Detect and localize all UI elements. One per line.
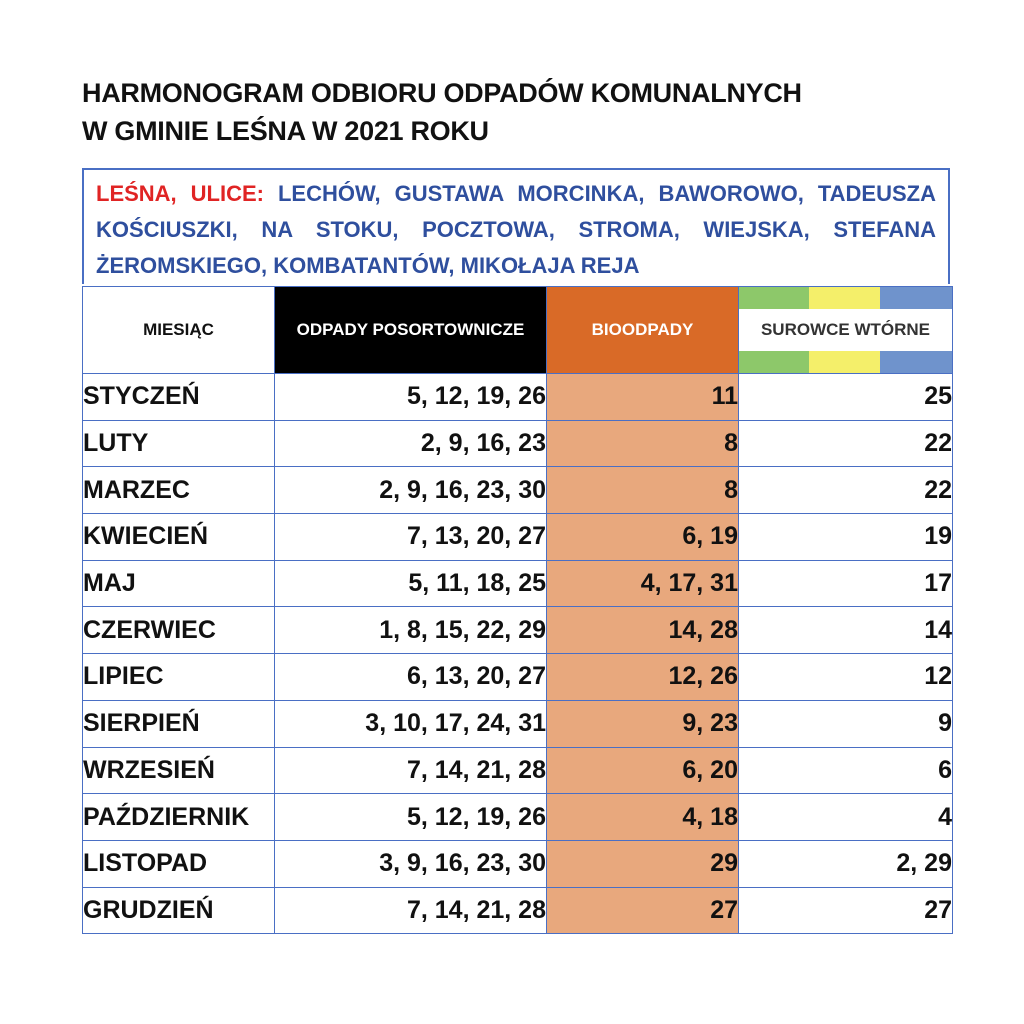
header-post bbox=[275, 287, 547, 374]
sur-cell: 14 bbox=[739, 607, 953, 654]
sur-cell: 4 bbox=[739, 794, 953, 841]
post-cell: 6, 13, 20, 27 bbox=[275, 654, 547, 701]
table-row bbox=[83, 794, 953, 841]
sur-cell: 9 bbox=[739, 700, 953, 747]
post-cell: 7, 13, 20, 27 bbox=[275, 514, 547, 561]
table-row bbox=[83, 747, 953, 794]
bio-cell: 6, 20 bbox=[547, 747, 739, 794]
month-cell: MARZEC bbox=[83, 467, 275, 514]
sur-cell: 22 bbox=[739, 467, 953, 514]
bio-cell: 4, 17, 31 bbox=[547, 560, 739, 607]
bio-cell: 14, 28 bbox=[547, 607, 739, 654]
sur-cell: 27 bbox=[739, 887, 953, 934]
table-row bbox=[83, 840, 953, 887]
post-cell: 3, 9, 16, 23, 30 bbox=[275, 840, 547, 887]
month-cell: LISTOPAD bbox=[83, 840, 275, 887]
bio-cell: 29 bbox=[547, 840, 739, 887]
streets-list: LECHÓW, GUSTAWA MORCINKA, BAWOROWO, TADEUSZA KOŚCIUSZKI, NA STOKU, POCZTOWA, STROMA, WIEJSKA, STEFANA ŻEROMSKIEGO, KOMBATANTÓW, MIKOŁAJA REJA bbox=[96, 181, 936, 278]
post-cell: 5, 11, 18, 25 bbox=[275, 560, 547, 607]
month-cell: MAJ bbox=[83, 560, 275, 607]
month-cell: GRUDZIEŃ bbox=[83, 887, 275, 934]
sur-cell: 25 bbox=[739, 374, 953, 421]
sur-cell: 17 bbox=[739, 560, 953, 607]
post-cell: 5, 12, 19, 26 bbox=[275, 374, 547, 421]
table-row bbox=[83, 560, 953, 607]
month-cell: PAŹDZIERNIK bbox=[83, 794, 275, 841]
sur-cell: 12 bbox=[739, 654, 953, 701]
header-sur bbox=[739, 287, 953, 374]
post-cell: 5, 12, 19, 26 bbox=[275, 794, 547, 841]
post-cell: 2, 9, 16, 23 bbox=[275, 420, 547, 467]
bio-cell: 9, 23 bbox=[547, 700, 739, 747]
post-cell: 3, 10, 17, 24, 31 bbox=[275, 700, 547, 747]
table-row bbox=[83, 700, 953, 747]
title-line-2: W GMINIE LEŚNA W 2021 ROKU bbox=[82, 116, 489, 146]
streets-prefix: LEŚNA, ULICE: bbox=[96, 181, 264, 206]
recycle-stripe-bottom bbox=[739, 351, 952, 373]
sur-cell: 2, 29 bbox=[739, 840, 953, 887]
post-cell: 7, 14, 21, 28 bbox=[275, 747, 547, 794]
sur-cell: 6 bbox=[739, 747, 953, 794]
month-cell: STYCZEŃ bbox=[83, 374, 275, 421]
table-row bbox=[83, 514, 953, 561]
table-row bbox=[83, 467, 953, 514]
header-month: MIESIĄC bbox=[83, 287, 275, 374]
streets-box bbox=[82, 168, 950, 284]
header-post-label: ODPADY POSORTOWNICZE bbox=[296, 320, 525, 339]
title-line-1: HARMONOGRAM ODBIORU ODPADÓW KOMUNALNYCH bbox=[82, 78, 802, 108]
table-row bbox=[83, 374, 953, 421]
month-cell: WRZESIEŃ bbox=[83, 747, 275, 794]
document-title bbox=[82, 74, 802, 150]
header-bio: BIOODPADY bbox=[547, 287, 739, 374]
sur-cell: 22 bbox=[739, 420, 953, 467]
post-cell: 2, 9, 16, 23, 30 bbox=[275, 467, 547, 514]
post-cell: 1, 8, 15, 22, 29 bbox=[275, 607, 547, 654]
bio-cell: 12, 26 bbox=[547, 654, 739, 701]
post-cell: 7, 14, 21, 28 bbox=[275, 887, 547, 934]
month-cell: CZERWIEC bbox=[83, 607, 275, 654]
bio-cell: 11 bbox=[547, 374, 739, 421]
header-row bbox=[83, 287, 953, 374]
header-sur-label: SUROWCE WTÓRNE bbox=[760, 320, 931, 339]
month-cell: LUTY bbox=[83, 420, 275, 467]
table-row bbox=[83, 654, 953, 701]
month-cell: LIPIEC bbox=[83, 654, 275, 701]
sur-cell: 19 bbox=[739, 514, 953, 561]
schedule-table bbox=[82, 286, 953, 934]
recycle-stripe-top bbox=[739, 287, 952, 309]
month-cell: KWIECIEŃ bbox=[83, 514, 275, 561]
bio-cell: 8 bbox=[547, 467, 739, 514]
bio-cell: 4, 18 bbox=[547, 794, 739, 841]
month-cell: SIERPIEŃ bbox=[83, 700, 275, 747]
table-row bbox=[83, 887, 953, 934]
bio-cell: 27 bbox=[547, 887, 739, 934]
bio-cell: 6, 19 bbox=[547, 514, 739, 561]
table-row bbox=[83, 607, 953, 654]
bio-cell: 8 bbox=[547, 420, 739, 467]
table-row bbox=[83, 420, 953, 467]
